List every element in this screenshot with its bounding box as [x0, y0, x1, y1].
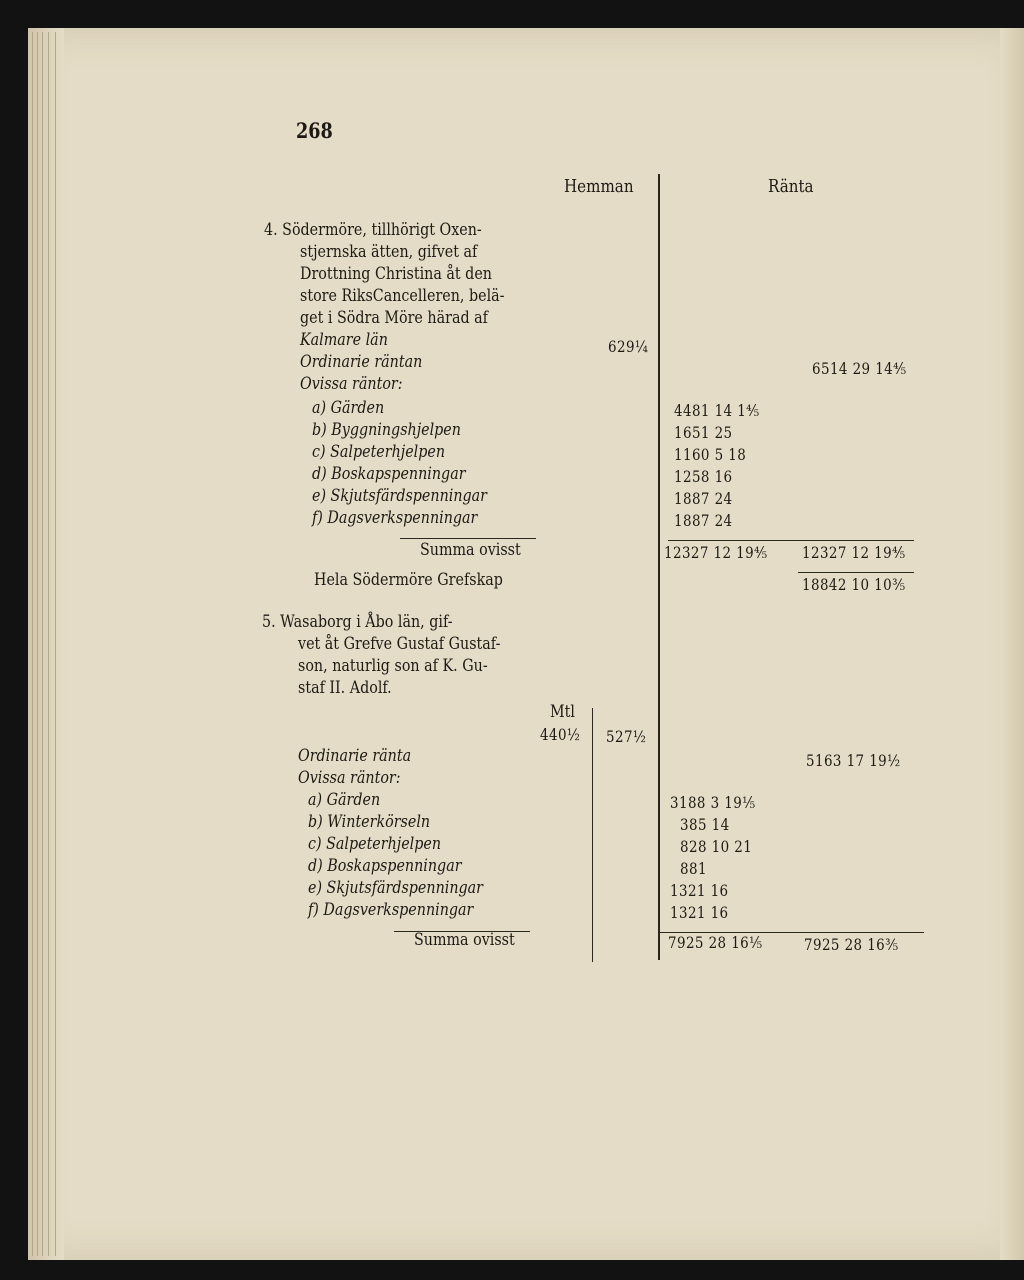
ovissa-item-value: 1651 25 — [674, 423, 733, 442]
sum-rule — [668, 540, 914, 541]
column-header-ranta: Ränta — [768, 176, 814, 197]
ovissa-item-label: e) Skjutsfärdspenningar — [312, 486, 488, 506]
ordinarie-label: Ordinarie räntan — [300, 352, 423, 372]
ovissa-label: Ovissa räntor: — [300, 374, 403, 394]
entry-text-line: stjernska ätten, gifvet af — [300, 242, 478, 262]
ovissa-item-label: a) Gärden — [312, 398, 385, 418]
ordinarie-label: Ordinarie ränta — [298, 746, 412, 766]
ovissa-item-label: c) Salpeterhjelpen — [308, 834, 442, 854]
ovissa-item-label: b) Winterkörseln — [308, 812, 431, 832]
entry-text-line: 4. Södermöre, tillhörigt Oxen- — [264, 220, 482, 240]
ovissa-item-value: 3188 3 19⅕ — [670, 793, 756, 812]
ordinarie-value: 5163 17 19½ — [806, 751, 901, 770]
entry-text-line: staf II. Adolf. — [298, 678, 392, 698]
hemman-value: 629¼ — [608, 337, 649, 356]
summa-value-carried: 12327 12 19⅘ — [802, 543, 906, 562]
ovissa-item-label: f) Dagsverkspenningar — [308, 900, 474, 920]
ovissa-item-value: 1321 16 — [670, 903, 729, 922]
ovissa-item-label: e) Skjutsfärdspenningar — [308, 878, 484, 898]
entry-text-line: vet åt Grefve Gustaf Gustaf- — [298, 634, 501, 654]
ordinarie-value: 6514 29 14⅘ — [812, 359, 907, 378]
sum-rule — [798, 572, 914, 573]
mtl-label: Mtl — [550, 702, 575, 722]
ovissa-item-value: 1887 24 — [674, 489, 733, 508]
summa-label: Summa ovisst — [414, 930, 515, 950]
summa-label: Summa ovisst — [420, 540, 521, 560]
summa-value: 7925 28 16⅕ — [668, 933, 763, 952]
entry-text-line: Kalmare län — [300, 330, 388, 350]
hela-label: Hela Södermöre Grefskap — [314, 570, 503, 590]
ovissa-item-value: 1887 24 — [674, 511, 733, 530]
page-edge-line — [37, 32, 38, 1256]
entry-text-line: son, naturlig son af K. Gu- — [298, 656, 488, 676]
ovissa-label: Ovissa räntor: — [298, 768, 401, 788]
page-number: 268 — [296, 118, 333, 143]
ovissa-item-value: 4481 14 1⅘ — [674, 401, 760, 420]
page-edge-line — [55, 32, 56, 1256]
summa-value-carried: 7925 28 16⅗ — [804, 935, 899, 954]
ovissa-item-value: 828 10 21 — [680, 837, 753, 856]
page-edge-line — [48, 32, 49, 1256]
ovissa-item-label: f) Dagsverkspenningar — [312, 508, 478, 528]
column-divider-mtl — [592, 708, 593, 962]
column-divider-ranta — [658, 174, 660, 960]
ovissa-item-value: 1321 16 — [670, 881, 729, 900]
ovissa-item-label: d) Boskapspenningar — [308, 856, 462, 876]
page-right-edge — [1000, 28, 1024, 1260]
ovissa-item-label: c) Salpeterhjelpen — [312, 442, 446, 462]
book-page — [28, 28, 1024, 1260]
page-edge-line — [42, 32, 43, 1256]
hemman-value: 527½ — [606, 727, 647, 746]
summa-value: 12327 12 19⅘ — [664, 543, 768, 562]
ovissa-item-value: 385 14 — [680, 815, 730, 834]
ovissa-item-value: 1160 5 18 — [674, 445, 747, 464]
page-edge-line — [32, 32, 33, 1256]
hela-value: 18842 10 10⅗ — [802, 575, 906, 594]
column-header-hemman: Hemman — [564, 176, 634, 197]
ovissa-item-value: 1258 16 — [674, 467, 733, 486]
entry-text-line: 5. Wasaborg i Åbo län, gif- — [262, 612, 453, 632]
sum-rule — [400, 538, 536, 539]
ovissa-item-label: a) Gärden — [308, 790, 381, 810]
ovissa-item-value: 881 — [680, 859, 707, 878]
entry-text-line: Drottning Christina åt den — [300, 264, 492, 284]
mtl-value: 440½ — [540, 725, 581, 744]
entry-text-line: store RiksCancelleren, belä- — [300, 286, 505, 306]
ovissa-item-label: b) Byggningshjelpen — [312, 420, 461, 440]
ovissa-item-label: d) Boskapspenningar — [312, 464, 466, 484]
page-gutter — [28, 28, 64, 1260]
entry-text-line: get i Södra Möre härad af — [300, 308, 488, 328]
